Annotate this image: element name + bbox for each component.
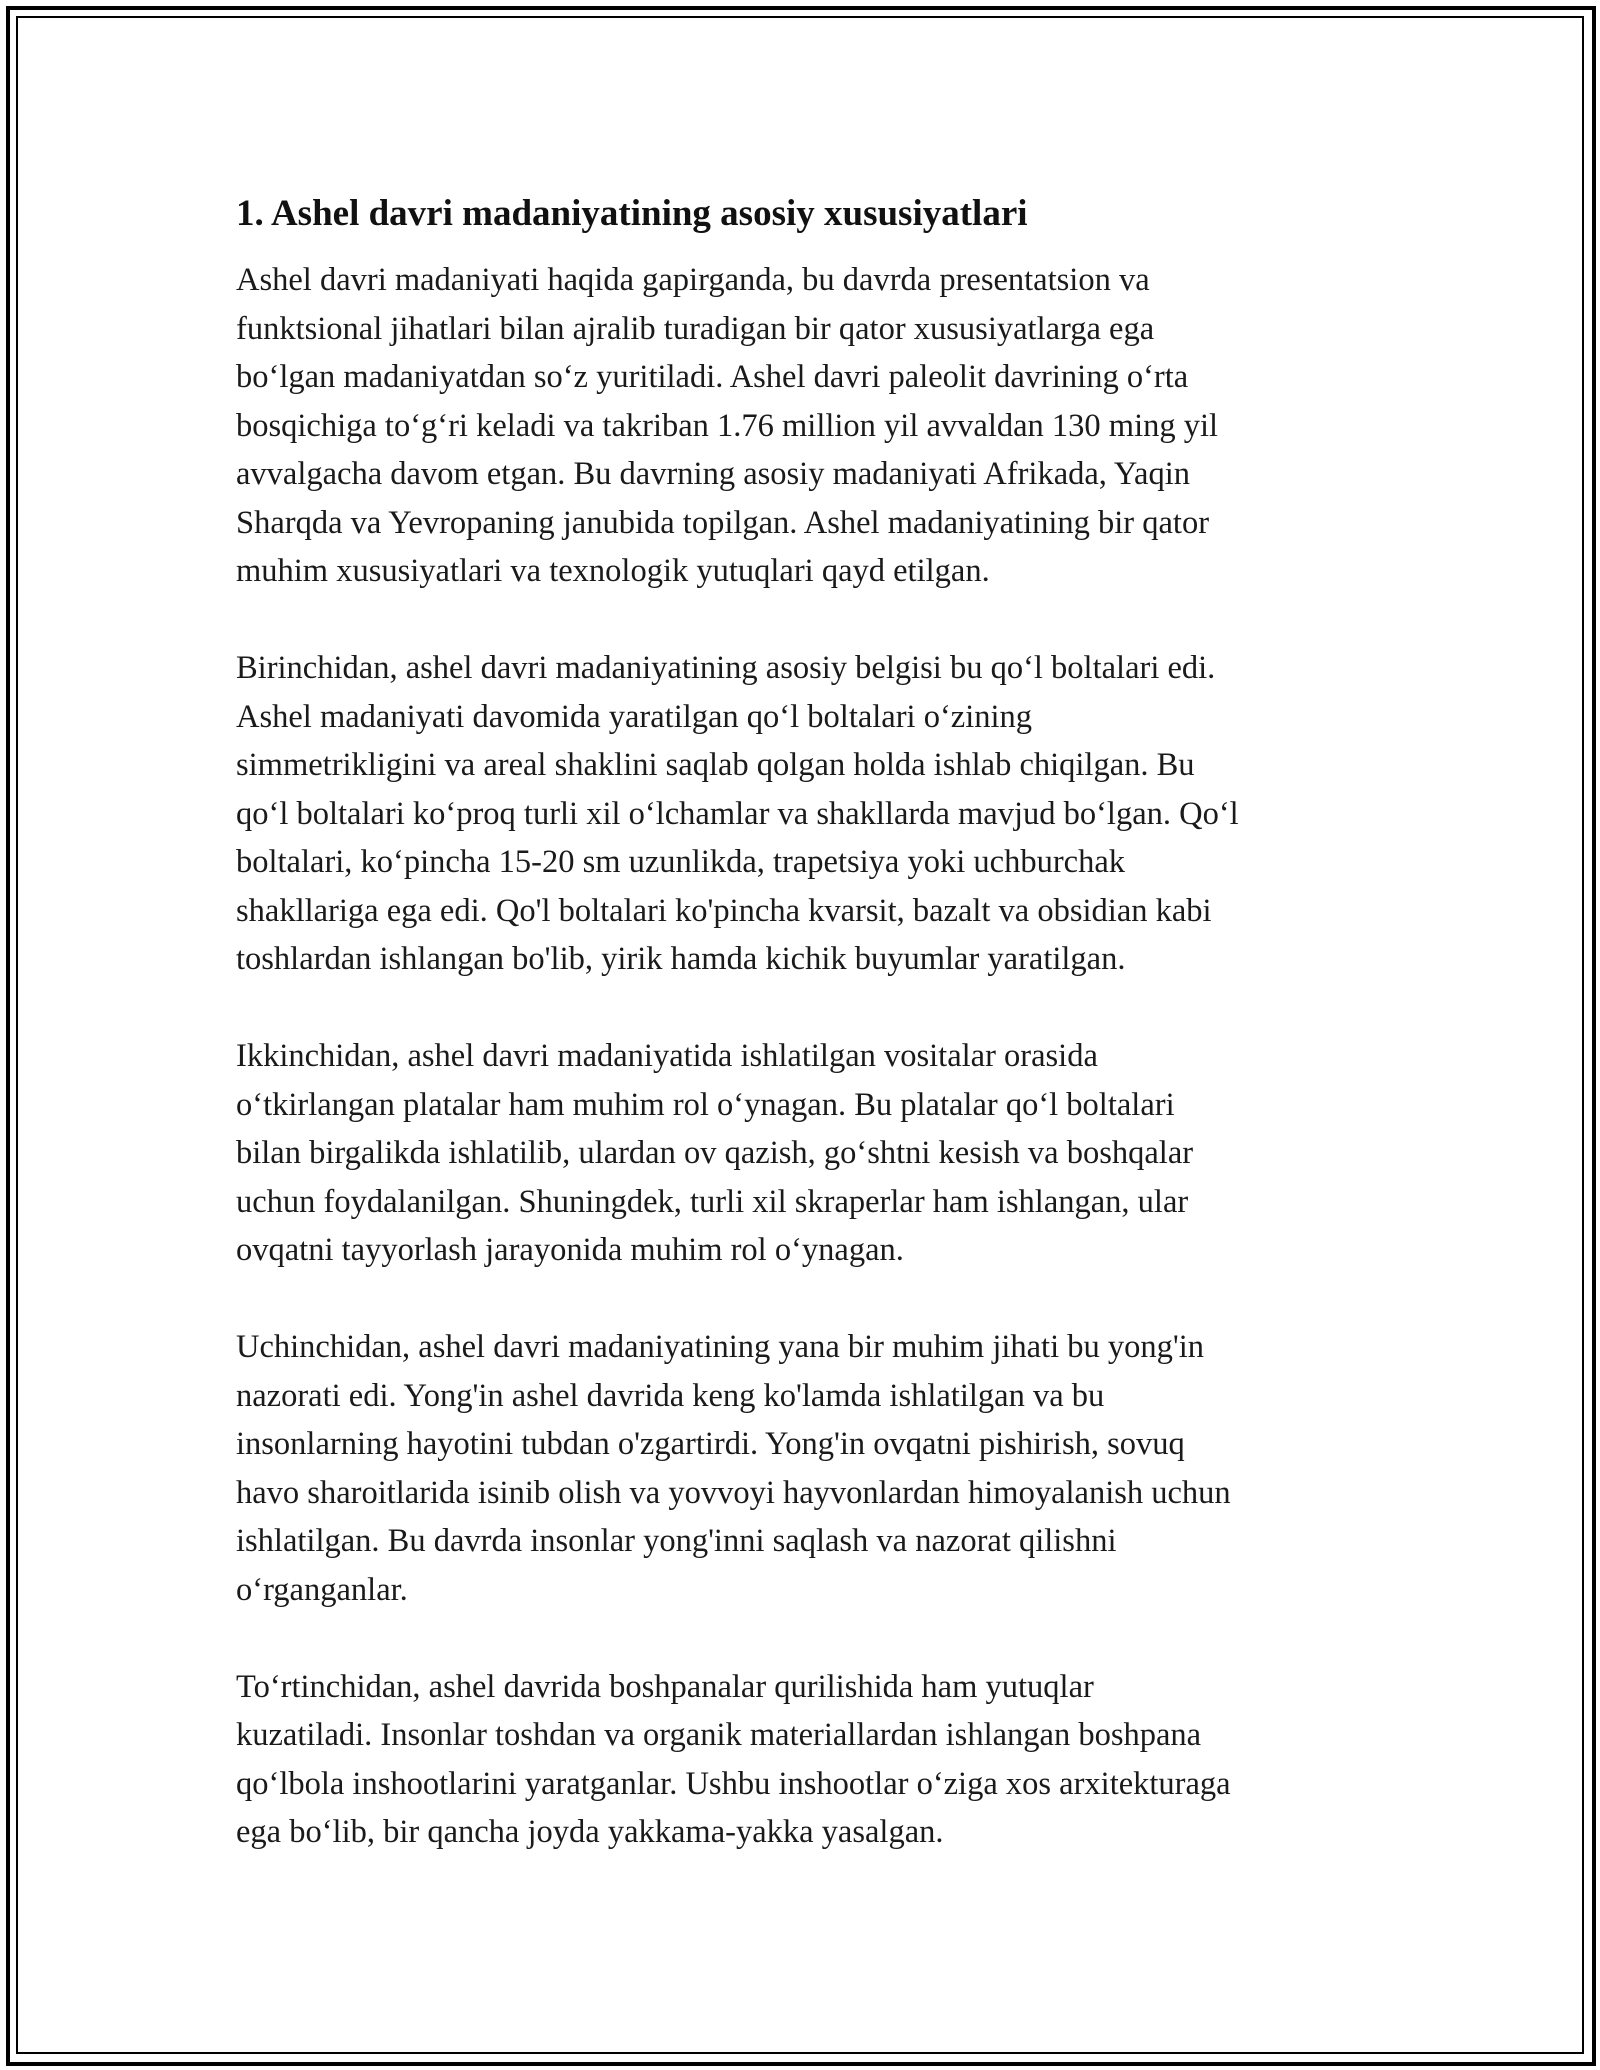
paragraph-line: Ashel madaniyati davomida yaratilgan qo‘l boltalari o‘zining bbox=[236, 698, 1033, 735]
paragraph-line: bosqichiga to‘g‘ri keladi va takriban 1.76 million yil avvaldan 130 ming yil bbox=[236, 407, 1219, 444]
paragraph-line: funktsional jihatlari bilan ajralib turadigan bir qator xususiyatlarga ega bbox=[236, 310, 1155, 347]
paragraph-line: To‘rtinchidan, ashel davrida boshpanalar qurilishida ham yutuqlar bbox=[236, 1668, 1094, 1705]
paragraph-line: o‘rganganlar. bbox=[236, 1571, 408, 1608]
section-heading: 1. Ashel davri madaniyatining asosiy xususiyatlari bbox=[236, 193, 1028, 234]
paragraph-second bbox=[236, 1032, 1386, 1275]
paragraph-intro bbox=[236, 256, 1386, 596]
paragraph-line: bilan birgalikda ishlatilib, ulardan ov qazish, go‘shtni kesish va boshqalar bbox=[236, 1135, 1194, 1171]
paragraph-line: insonlarning hayotini tubdan o'zgartirdi. Yong'in ovqatni pishirish, sovuq bbox=[236, 1426, 1185, 1462]
paragraph-line: Birinchidan, ashel davri madaniyatining asosiy belgisi bu qo‘l boltalari edi. bbox=[236, 650, 1216, 686]
paragraph-third bbox=[236, 1323, 1386, 1614]
paragraph-line: boltalari, ko‘pincha 15-20 sm uzunlikda, trapetsiya yoki uchburchak bbox=[236, 844, 1125, 880]
paragraph-fourth bbox=[236, 1663, 1386, 1857]
paragraph-line: simmetrikligini va areal shaklini saqlab qolgan holda ishlab chiqilgan. Bu bbox=[236, 747, 1195, 783]
paragraph-line: o‘tkirlangan platalar ham muhim rol o‘ynagan. Bu platalar qo‘l boltalari bbox=[236, 1086, 1175, 1123]
paragraph-line: toshlardan ishlangan bo'lib, yirik hamda kichik buyumlar yaratilgan. bbox=[236, 941, 1126, 977]
paragraph-line: uchun foydalanilgan. Shuningdek, turli xil skraperlar ham ishlangan, ular bbox=[236, 1183, 1189, 1220]
paragraph-line: ega bo‘lib, bir qancha joyda yakkama-yakka yasalgan. bbox=[236, 1814, 944, 1850]
paragraph-line: shakllariga ega edi. Qo'l boltalari ko'pincha kvarsit, bazalt va obsidian kabi bbox=[236, 892, 1212, 929]
paragraph-line: Sharqda va Yevropaning janubida topilgan. Ashel madaniyatining bir qator bbox=[236, 504, 1210, 541]
paragraph-line: Uchinchidan, ashel davri madaniyatining yana bir muhim jihati bu yong'in bbox=[236, 1329, 1205, 1365]
paragraph-line: qo‘lbola inshootlarini yaratganlar. Ushbu inshootlar o‘ziga xos arxitekturaga bbox=[236, 1765, 1231, 1802]
paragraph-line: muhim xususiyatlari va texnologik yutuqlari qayd etilgan. bbox=[236, 553, 990, 589]
paragraph-line: avvalgacha davom etgan. Bu davrning asosiy madaniyati Afrikada, Yaqin bbox=[236, 456, 1191, 492]
document-page bbox=[236, 188, 1386, 1857]
paragraph-line: havo sharoitlarida isinib olish va yovvoyi hayvonlardan himoyalanish uchun bbox=[236, 1474, 1231, 1511]
paragraph-line: bo‘lgan madaniyatdan so‘z yuritiladi. Ashel davri paleolit davrining o‘rta bbox=[236, 359, 1189, 395]
paragraph-line: ishlatilgan. Bu davrda insonlar yong'inni saqlash va nazorat qilishni bbox=[236, 1523, 1117, 1559]
paragraph-first bbox=[236, 644, 1386, 984]
paragraph-line: ovqatni tayyorlash jarayonida muhim rol o‘ynagan. bbox=[236, 1232, 904, 1268]
paragraph-line: Ashel davri madaniyati haqida gapirganda, bu davrda presentatsion va bbox=[236, 262, 1150, 298]
paragraph-line: kuzatiladi. Insonlar toshdan va organik materiallardan ishlangan boshpana bbox=[236, 1717, 1202, 1753]
paragraph-line: qo‘l boltalari ko‘proq turli xil o‘lchamlar va shakllarda mavjud bo‘lgan. Qo‘l bbox=[236, 795, 1239, 832]
paragraph-line: nazorati edi. Yong'in ashel davrida keng ko'lamda ishlatilgan va bu bbox=[236, 1377, 1105, 1414]
paragraph-line: Ikkinchidan, ashel davri madaniyatida ishlatilgan vositalar orasida bbox=[236, 1038, 1098, 1074]
